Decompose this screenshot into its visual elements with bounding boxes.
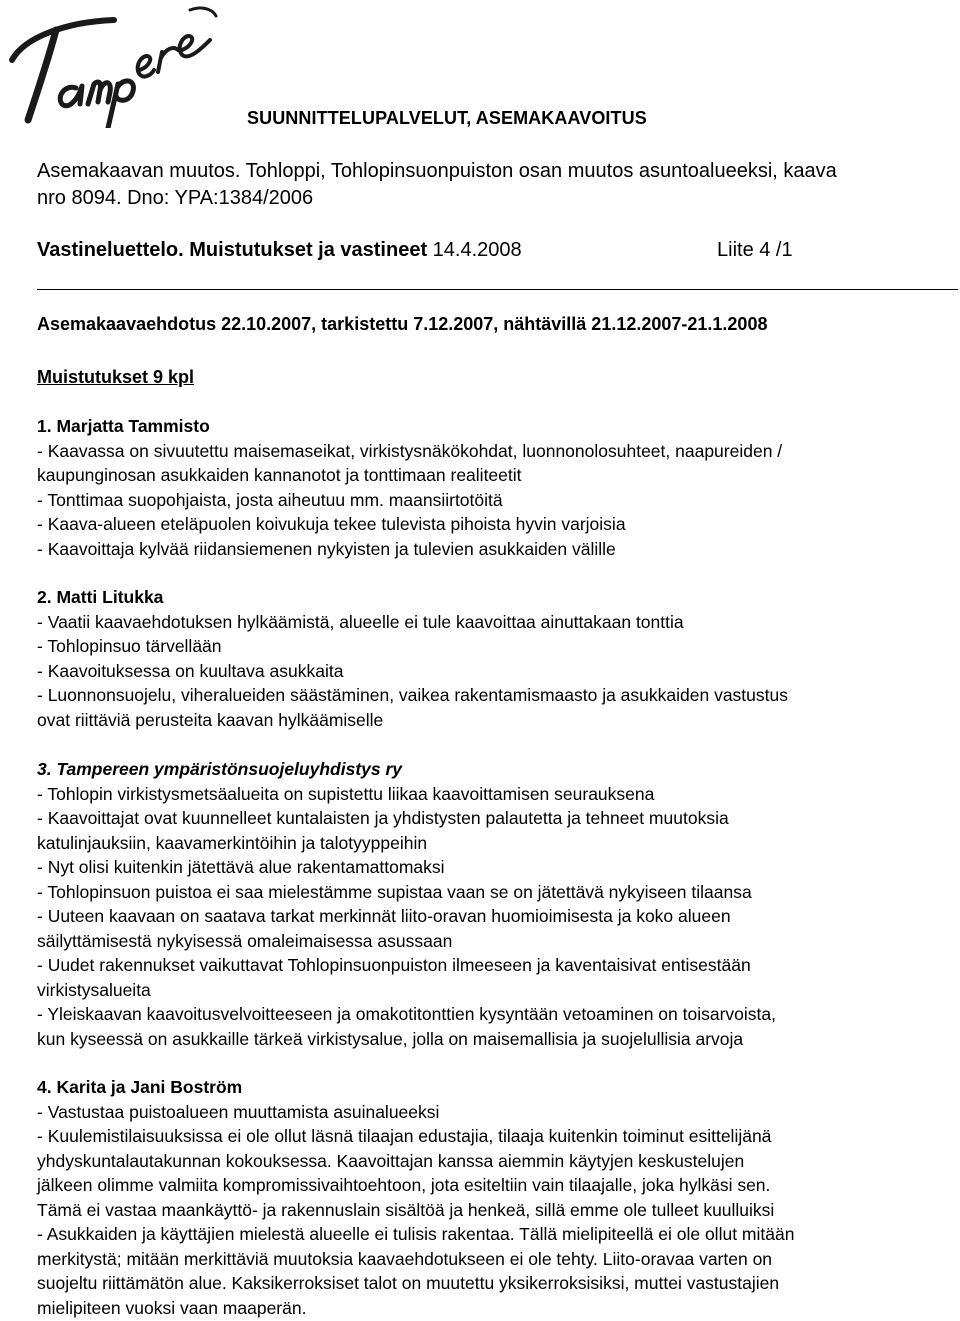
section-line: suojeltu riittämätön alue. Kaksikerroksiset talot on muutettu yksikerroksisiksi, muttei vastustajien [37, 1273, 780, 1293]
section-heading: 2. Matti Litukka [37, 587, 164, 607]
title-line: nro 8094. Dno: YPA:1384/2006 [37, 187, 314, 209]
section-line: - Kaava-alueen eteläpuolen koivukuja tekee tulevista pihoista hyvin varjoisia [37, 514, 626, 534]
section-line: - Uuteen kaavaan on saatava tarkat merkinnät liito-oravan huomioimisesta ja koko alueen [37, 906, 731, 926]
section-heading: 1. Marjatta Tammisto [37, 416, 210, 436]
section-line: - Vastustaa puistoalueen muuttamista asuinalueeksi [37, 1101, 440, 1122]
section-line: mielipiteen vuoksi vaan maaperän. [37, 1297, 307, 1318]
section-line: - Uudet rakennukset vaikuttavat Tohlopinsuonpuiston ilmeeseen ja kaventaisivat entisestään [37, 955, 751, 975]
horizontal-divider [37, 289, 958, 290]
section-line: - Kaavassa on sivuutettu maisemaseikat, virkistysnäkökohdat, luonnonolosuhteet, naapureiden / [37, 440, 783, 461]
section-line: - Luonnonsuojelu, viheralueiden säästäminen, vaikea rakentamismaasto ja asukkaiden vastustus [37, 685, 788, 705]
section-line: - Tohlopinsuo tärvellään [37, 636, 222, 656]
section-heading: 4. Karita ja Jani Boström [37, 1077, 243, 1097]
department-heading: SUUNNITTELUPALVELUT, ASEMAKAAVOITUS [247, 108, 647, 128]
section-line: säilyttämisestä nykyisessä omaleimaisessa asussaan [37, 930, 453, 951]
comments-count: Muistutukset 9 kpl [37, 367, 195, 387]
section-line: katulinjauksiin, kaavamerkintöihin ja talotyyppeihin [37, 832, 428, 853]
section-line: kun kyseessä on asukkaille tärkeä virkistysalue, jolla on maisemallisia ja suojelullisia arvoja [37, 1028, 744, 1049]
vastine-line [37, 239, 937, 262]
liite-label: Liite 4 /1 [717, 239, 793, 261]
section-line: yhdyskuntalautakunnan kokouksessa. Kaavoittajan kanssa aiemmin käytyjen keskustelujen [37, 1150, 745, 1171]
tampere-logo-icon [4, 0, 219, 128]
section-line: - Kuulemistilaisuuksissa ei ole ollut läsnä tilaajan edustajia, tilaaja kuitenkin toiminut esittelijänä [37, 1126, 772, 1146]
vastine-label: Vastineluettelo. Muistutukset ja vastineet [37, 239, 428, 261]
comment-section-3 [37, 757, 958, 1051]
comment-section-2 [37, 585, 958, 732]
comment-section-1 [37, 414, 958, 561]
section-line: ovat riittäviä perusteita kaavan hylkäämiselle [37, 709, 384, 730]
section-line: - Tohlopin virkistysmetsäalueita on supistettu liikaa kaavoittamisen seurauksena [37, 783, 655, 804]
section-line: - Vaatii kaavaehdotuksen hylkäämistä, alueelle ei tule kaavoittaa ainuttakaan tonttia [37, 611, 684, 632]
section-line: kaupunginosan asukkaiden kannanotot ja tonttimaan realiteetit [37, 465, 522, 485]
proposal-dates: Asemakaavaehdotus 22.10.2007, tarkistettu 7.12.2007, nähtävillä 21.12.2007-21.1.2008 [37, 314, 768, 334]
section-line: - Nyt olisi kuitenkin jätettävä alue rakentamattomaksi [37, 857, 445, 877]
section-line: - Kaavoittajat ovat kuunnelleet kuntalaisten ja yhdistysten palautetta ja tehneet muutoksia [37, 808, 729, 828]
section-line: merkitystä; mitään merkittäviä muutoksia kaavaehdotukseen ei ole tehty. Liito-oravaa varten on [37, 1248, 773, 1269]
section-line: - Kaavoittaja kylvää riidansiemenen nykyisten ja tulevien asukkaiden välille [37, 538, 616, 559]
document-title [37, 158, 952, 212]
tampere-logo [4, 0, 219, 128]
section-heading: 3. Tampereen ympäristönsuojeluyhdistys ry [37, 759, 403, 779]
section-line: - Tohlopinsuon puistoa ei saa mielestämme supistaa vaan se on jätettävä nykyiseen tilaansa [37, 881, 752, 902]
vastine-date: 14.4.2008 [432, 239, 522, 261]
section-line: - Kaavoituksessa on kuultava asukkaita [37, 660, 344, 681]
section-line: - Tonttimaa suopohjaista, josta aiheutuu mm. maansiirtotöitä [37, 489, 503, 510]
comment-section-4 [37, 1075, 958, 1320]
section-line: Tämä ei vastaa maankäyttö- ja rakennuslain sisältöä ja henkeä, sillä emme ole tulleet kuulluiksi [37, 1199, 775, 1220]
title-line: Asemakaavan muutos. Tohloppi, Tohlopinsuonpuiston osan muutos asuntoalueeksi, kaava [37, 160, 837, 182]
section-line: - Asukkaiden ja käyttäjien mielestä alueelle ei tulisis rakentaa. Tällä mielipiteellä ei ole ollut mitään [37, 1224, 795, 1244]
section-line: jälkeen olimme valmiita kompromissivaihtoehtoon, jota esiteltiin vain tilaajalle, joka hylkäsi sen. [37, 1175, 771, 1195]
section-line: virkistysalueita [37, 979, 151, 1000]
section-line: - Yleiskaavan kaavoitusvelvoitteeseen ja omakotitonttien kysyntään vetoaminen on toisarvoista, [37, 1004, 776, 1024]
